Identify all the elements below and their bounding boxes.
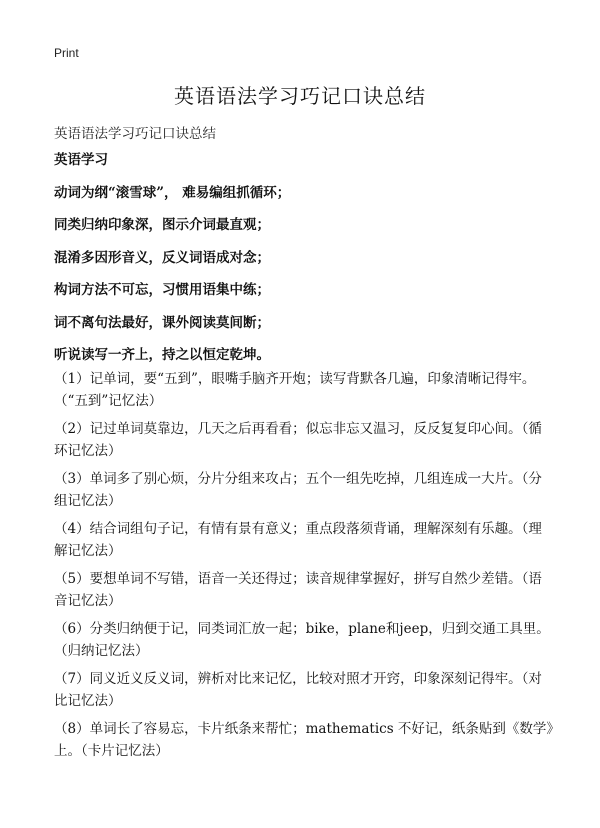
verse-line: 动词为纲“滚雪球”， 难易编组抓循环； [54,184,291,201]
verse-line: 听说读写一齐上，持之以恒定乾坤。 [54,347,270,363]
memory-methods-list [54,368,554,768]
mnemonic-verse [54,151,574,379]
method-paragraph: （4）结合词组句子记，有情有景有意义；重点段落须背诵，理解深刻有乐趣。（理解记忆法） [54,521,542,559]
verse-line: 同类归纳印象深，图示介词最直观； [54,217,270,233]
method-paragraph: （2）记过单词莫靠边，几天之后再看看；似忘非忘又温习，反反复复印心间。（循环记忆法） [54,421,542,459]
method-paragraph: （3）单词多了别心烦，分片分组来攻占；五个一组先吃掉，几组连成一大片。（分组记忆法） [54,471,542,509]
method-paragraph: （6）分类归纳便于记，同类词汇放一起；bike，plane和jeep，归到交通工具里。（归纳记忆法） [54,621,550,659]
verse-line: 英语学习 [54,152,108,168]
page-title: 英语语法学习巧记口诀总结 [174,84,426,108]
verse-line: 构词方法不可忘，习惯用语集中练； [54,282,270,298]
method-paragraph: （8）单词长了容易忘，卡片纸条来帮忙；mathematics 不好记，纸条贴到《数学》上。（卡片记忆法） [54,721,554,759]
method-paragraph: （1）记单词，要“五到”，眼嘴手脑齐开炮；读写背默各几遍，印象清晰记得牢。（“五到”记忆法） [54,371,536,409]
method-paragraph: （7）同义近义反义词，辨析对比来记忆，比较对照才开窍，印象深刻记得牢。（对比记忆法） [54,671,542,709]
document-subtitle: 英语语法学习巧记口诀总结 [54,126,216,142]
verse-line: 词不离句法最好，课外阅读莫间断； [54,314,270,331]
verse-line: 混淆多因形音义，反义词语成对念； [54,249,270,266]
print-label: Print [54,46,79,60]
method-paragraph: （5）要想单词不写错，语音一关还得过；读音规律掌握好，拼写自然少差错。（语音记忆法） [54,571,542,609]
